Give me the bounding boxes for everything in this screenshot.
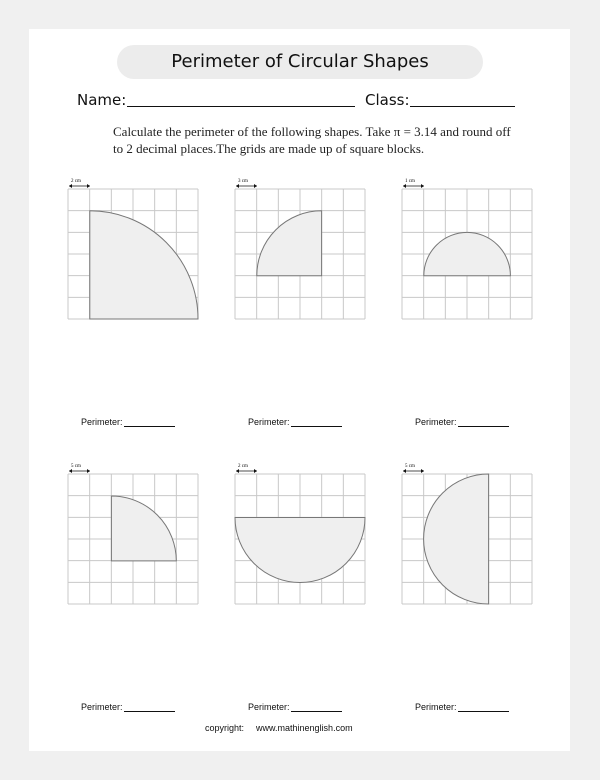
problem-5-figure <box>235 462 367 606</box>
quarter-circle-shape <box>257 211 322 276</box>
copyright-footer <box>205 723 365 733</box>
perimeter-label: Perimeter: <box>248 702 290 712</box>
page-title: Perimeter of Circular Shapes <box>117 45 483 79</box>
scale-label: 3 cm <box>238 179 248 184</box>
scale-arrow-icon <box>236 469 257 473</box>
scale-label: 5 cm <box>405 464 415 469</box>
perimeter-blank[interactable] <box>458 703 509 712</box>
website-link[interactable]: www.mathinenglish.com <box>256 723 353 733</box>
perimeter-blank[interactable] <box>458 418 509 427</box>
scale-label: 2 cm <box>238 464 248 469</box>
perimeter-blank[interactable] <box>291 418 342 427</box>
worksheet-page <box>29 29 570 751</box>
scale-arrow-icon <box>403 184 424 188</box>
perimeter-answer[interactable] <box>81 417 175 427</box>
perimeter-label: Perimeter: <box>81 417 123 427</box>
name-field[interactable] <box>127 106 355 107</box>
perimeter-blank[interactable] <box>291 703 342 712</box>
perimeter-blank[interactable] <box>124 418 175 427</box>
problem-2-figure <box>235 177 367 321</box>
scale-arrow-icon <box>69 469 90 473</box>
problem-4-figure <box>68 462 200 606</box>
class-field[interactable] <box>410 106 515 107</box>
perimeter-answer[interactable] <box>415 417 509 427</box>
scale-label: 5 cm <box>71 464 81 469</box>
problem-1-figure <box>68 177 200 321</box>
scale-arrow-icon <box>403 469 424 473</box>
perimeter-answer[interactable] <box>81 702 175 712</box>
perimeter-label: Perimeter: <box>248 417 290 427</box>
perimeter-answer[interactable] <box>415 702 509 712</box>
semicircle-shape <box>235 518 365 583</box>
scale-arrow-icon <box>69 184 90 188</box>
scale-label: 2 cm <box>71 179 81 184</box>
copyright-label: copyright: <box>205 723 245 733</box>
problem-3-figure <box>402 177 534 321</box>
class-label: Class: <box>365 91 410 109</box>
perimeter-label: Perimeter: <box>81 702 123 712</box>
instructions: Calculate the perimeter of the following shapes. Take π = 3.14 and round off to 2 decimal places.The grids are made up of square blocks. <box>113 124 511 156</box>
perimeter-answer[interactable] <box>248 417 342 427</box>
perimeter-label: Perimeter: <box>415 417 457 427</box>
problem-6-figure <box>402 462 534 606</box>
semicircle-shape <box>424 474 489 604</box>
perimeter-answer[interactable] <box>248 702 342 712</box>
scale-label: 1 cm <box>405 179 415 184</box>
perimeter-blank[interactable] <box>124 703 175 712</box>
semicircle-shape <box>424 232 511 275</box>
perimeter-label: Perimeter: <box>415 702 457 712</box>
quarter-circle-shape <box>111 496 176 561</box>
scale-arrow-icon <box>236 184 257 188</box>
quarter-circle-shape <box>90 211 198 319</box>
name-label: Name: <box>77 91 127 109</box>
